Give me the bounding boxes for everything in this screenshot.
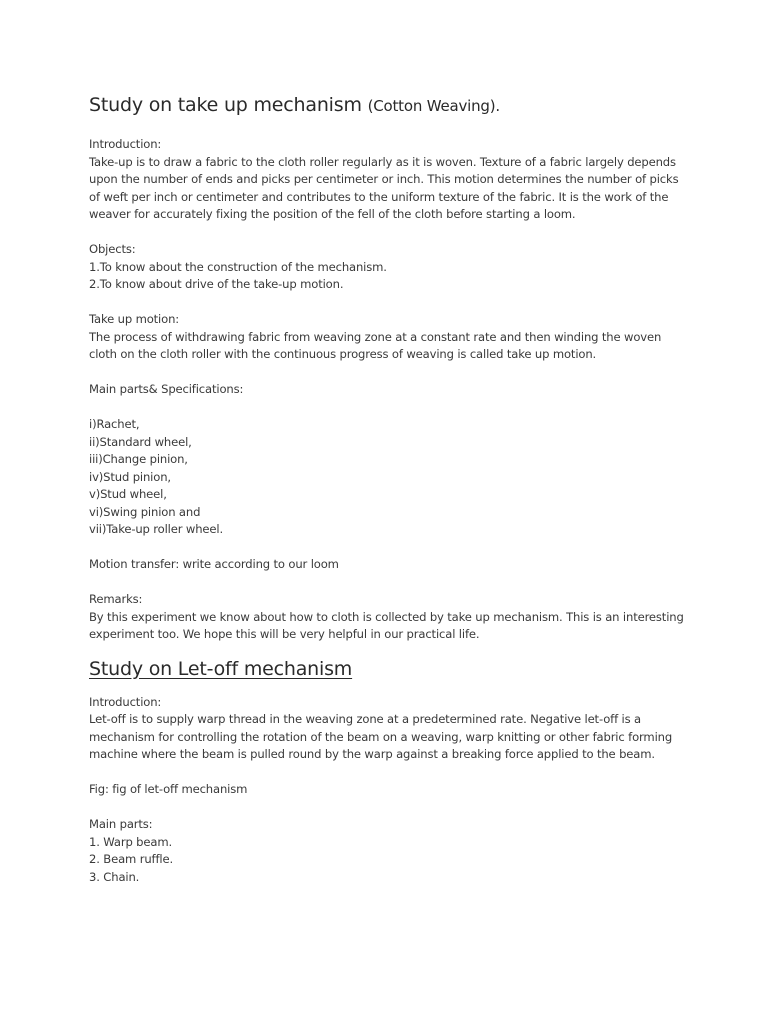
list-item: ii)Standard wheel, xyxy=(89,434,192,449)
text-line: The process of withdrawing fabric from weaving zone at a constant rate and then winding the woven xyxy=(89,329,662,344)
list-item: 1. Warp beam. xyxy=(89,834,173,849)
title-main: Study on take up mechanism xyxy=(89,94,362,116)
text-line: Let-off is to supply warp thread in the weaving zone at a predetermined rate. Negative let-off is a xyxy=(89,712,641,726)
list-item: 3. Chain. xyxy=(89,869,140,884)
remarks-heading: Remarks: xyxy=(89,592,143,606)
objects-list xyxy=(89,259,679,294)
parts-heading: Main parts& Specifications: xyxy=(89,382,244,396)
parts-list xyxy=(89,416,679,539)
list-item: iv)Stud pinion, xyxy=(89,469,171,484)
parts-heading: Main parts: xyxy=(89,817,153,831)
intro-heading: Introduction: xyxy=(89,137,162,151)
text-line: cloth on the cloth roller with the continuous progress of weaving is called take up motion. xyxy=(89,347,597,361)
text-line: Take-up is to draw a fabric to the cloth roller regularly as it is woven. Texture of a fabric largely depends xyxy=(89,154,676,169)
list-item: 1.To know about the construction of the mechanism. xyxy=(89,259,387,274)
intro-paragraph xyxy=(89,711,679,764)
text-line: upon the number of ends and picks per centimeter or inch. This motion determines the number of picks xyxy=(89,172,679,186)
takeup-paragraph xyxy=(89,329,679,364)
remarks-paragraph xyxy=(89,609,684,644)
list-item: i)Rachet, xyxy=(89,417,140,431)
list-item: 2. Beam ruffle. xyxy=(89,852,173,866)
title-suffix: (Cotton Weaving). xyxy=(367,97,500,115)
document-page xyxy=(89,90,684,886)
section-title-let-off: Study on Let-off mechanism xyxy=(89,657,353,680)
text-line: By this experiment we know about how to cloth is collected by take up mechanism. This is an interesting xyxy=(89,609,684,624)
text-line: of weft per inch or centimeter and contributes to the uniform texture of the fabric. It is the work of the xyxy=(89,189,669,204)
intro-paragraph xyxy=(89,154,679,224)
figure-caption: Fig: fig of let-off mechanism xyxy=(89,782,248,796)
text-line: experiment too. We hope this will be very helpful in our practical life. xyxy=(89,627,480,641)
section-title-take-up xyxy=(89,90,679,120)
list-item: 2.To know about drive of the take-up motion. xyxy=(89,277,344,291)
intro-heading: Introduction: xyxy=(89,694,162,709)
text-line: weaver for accurately fixing the position of the fell of the cloth before starting a loom. xyxy=(89,207,576,221)
takeup-heading: Take up motion: xyxy=(89,312,180,326)
text-line: mechanism for controlling the rotation of the beam on a weaving, warp knitting or other fabric forming xyxy=(89,729,673,744)
parts-list xyxy=(89,834,679,887)
objects-heading: Objects: xyxy=(89,242,136,256)
list-item: vii)Take-up roller wheel. xyxy=(89,522,223,536)
text-line: machine where the beam is pulled round by the warp against a breaking force applied to the beam. xyxy=(89,747,655,761)
list-item: iii)Change pinion, xyxy=(89,452,188,466)
list-item: v)Stud wheel, xyxy=(89,487,167,501)
list-item: vi)Swing pinion and xyxy=(89,504,201,519)
motion-transfer: Motion transfer: write according to our loom xyxy=(89,557,339,571)
